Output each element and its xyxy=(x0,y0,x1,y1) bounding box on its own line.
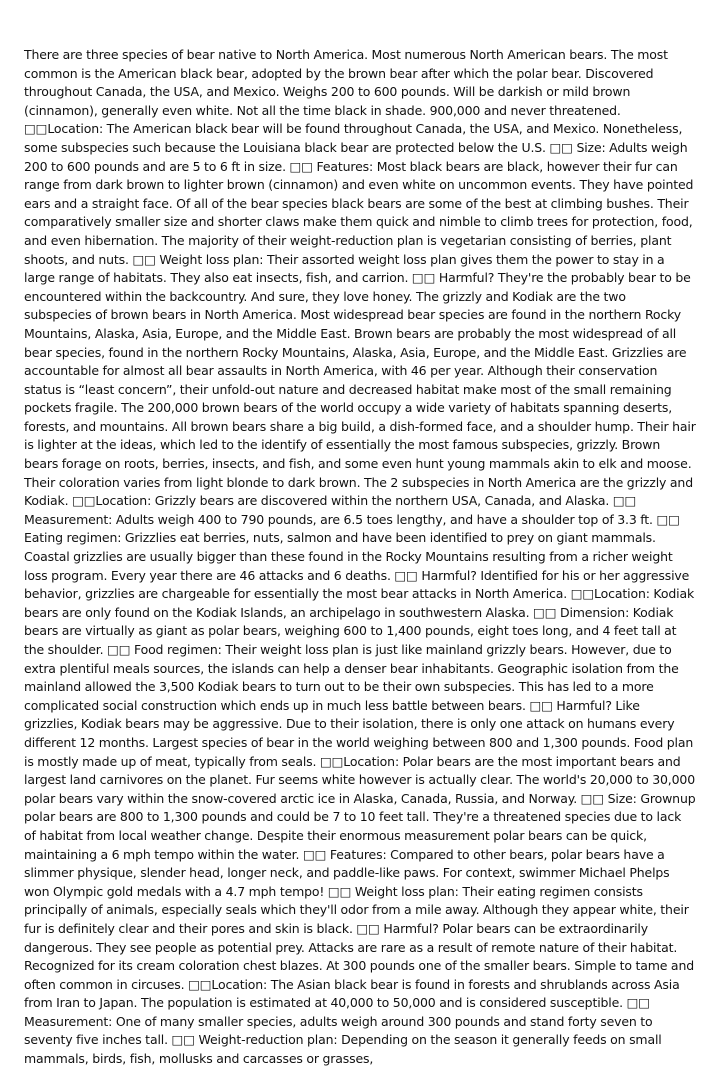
body-paragraph: There are three species of bear native to North America. Most numerous North American bears. The most common is the American black bear, adopted by the brown bear after which the polar bear. Discovered throughout Canada, the USA, and Mexico. Weighs 200 to 600 pounds. Will be darkish or mild brown (cinnamon), generally even white. Not all the time black in shade. 900,000 and never threatened. □□Location: The American black bear will be found throughout Canada, the USA, and Mexico. Nonetheless, some subspecies such because the Louisiana black bear are protected below the U.S. □□ Size: Adults weigh 200 to 600 pounds and are 5 to 6 ft in size. □□ Features: Most black bears are black, however their fur can range from dark brown to lighter brown (cinnamon) and even white on uncommon events. They have pointed ears and a straight face. Of all of the bear species black bears are some of the best at climbing bushes. Their comparatively smaller size and shorter claws make them quick and nimble to climb trees for protection, food, and even hibernation. The majority of their weight-reduction plan is vegetarian consisting of berries, plant shoots, and nuts. □□ Weight loss plan: Their assorted weight loss plan gives them the power to stay in a large range of habitats. They also eat insects, fish, and carrion. □□ Harmful? They're the probably bear to be encountered within the backcountry. And sure, they love honey. The grizzly and Kodiak are the two subspecies of brown bears in North America. Most widespread bear species are found in the northern Rocky Mountains, Alaska, Asia, Europe, and the Middle East. Brown bears are probably the most widespread of all bear species, found in the northern Rocky Mountains, Alaska, Asia, Europe, and the Middle East. Grizzlies are accountable for almost all bear assaults in North America, with 46 per year. Although their conservation status is “least concern”, their unfold-out nature and decreased habitat make most of the small remaining pockets fragile. The 200,000 brown bears of the world occupy a wide variety of habitats spanning deserts, forests, and mountains. All brown bears share a big build, a dish-formed face, and a shoulder hump. Their hair is lighter at the ideas, which led to the identify of essentially the most famous subspecies, grizzly. Brown bears forage on roots, berries, insects, and fish, and some even hunt young mammals akin to elk and moose. Their coloration varies from light blonde to dark brown. The 2 subspecies in North America are the grizzly and Kodiak. □□Location: Grizzly bears are discovered within the northern USA, Canada, and Alaska. □□ Measurement: Adults weigh 400 to 790 pounds, are 6.5 toes lengthy, and have a shoulder top of 3.3 ft. □□ Eating regimen: Grizzlies eat berries, nuts, salmon and have been identified to prey on giant mammals. Coastal grizzlies are usually bigger than these found in the Rocky Mountains resulting from a richer weight loss program. Every year there are 46 attacks and 6 deaths. □□ Harmful? Identified for his or her aggressive behavior, grizzlies are chargeable for essentially the most bear attacks in North America. □□Location: Kodiak bears are only found on the Kodiak Islands, an archipelago in southwestern Alaska. □□ Dimension: Kodiak bears are virtually as giant as polar bears, weighing 600 to 1,400 pounds, eight toes long, and 4 feet tall at the shoulder. □□ Food regimen: Their weight loss plan is just like mainland grizzly bears. However, due to extra plentiful meals sources, the islands can help a denser bear inhabitants. Geographic isolation from the mainland allowed the 3,500 Kodiak bears to turn out to be their own subspecies. This has led to a more complicated social construction which ends up in much less battle between bears. □□ Harmful? Like grizzlies, Kodiak bears may be aggressive. Due to their isolation, there is only one attack on humans every different 12 months. Largest species of bear in the world weighing between 800 and 1,300 pounds. Food plan is mostly made up of meat, typically from seals. □□Location: Polar bears are the most important bears and largest land carnivores on the planet. Fur seems white however is actually clear. The world's 20,000 to 30,000 polar bears vary within the snow-covered arctic ice in Alaska, Canada, Russia, and Norway. □□ Size: Grownup polar bears are 800 to 1,300 pounds and could be 7 to 10 feet tall. They're a threatened species due to lack of habitat from local weather change. Despite their enormous measurement polar bears can be quick, maintaining a 6 mph tempo within the water. □□ Features: Compared to other bears, polar bears have a slimmer physique, slender head, longer neck, and paddle-like paws. For context, swimmer Michael Phelps won Olympic gold medals with a 4.7 mph tempo! □□ Weight loss plan: Their eating regimen consists principally of animals, especially seals which they'll odor from a mile away. Although they appear white, their fur is definitely clear and their pores and skin is black. □□ Harmful? Polar bears can be extraordinarily dangerous. They see people as potential prey. Attacks are rare as a result of remote nature of their habitat. Recognized for its cream coloration chest blazes. At 300 pounds one of the smaller bears. Simple to tame and often common in circuses. □□Location: The Asian black bear is found in forests and shrublands across Asia from Iran to Japan. The population is estimated at 40,000 to 50,000 and is considered susceptible. □□ Measurement: One of many smaller species, adults weigh around 300 pounds and stand forty seven to seventy five inches tall. □□ Weight-reduction plan: Depending on the season it generally feeds on small mammals, birds, fish, mollusks and carcasses or grasses, xyxy=(24,47,696,1067)
